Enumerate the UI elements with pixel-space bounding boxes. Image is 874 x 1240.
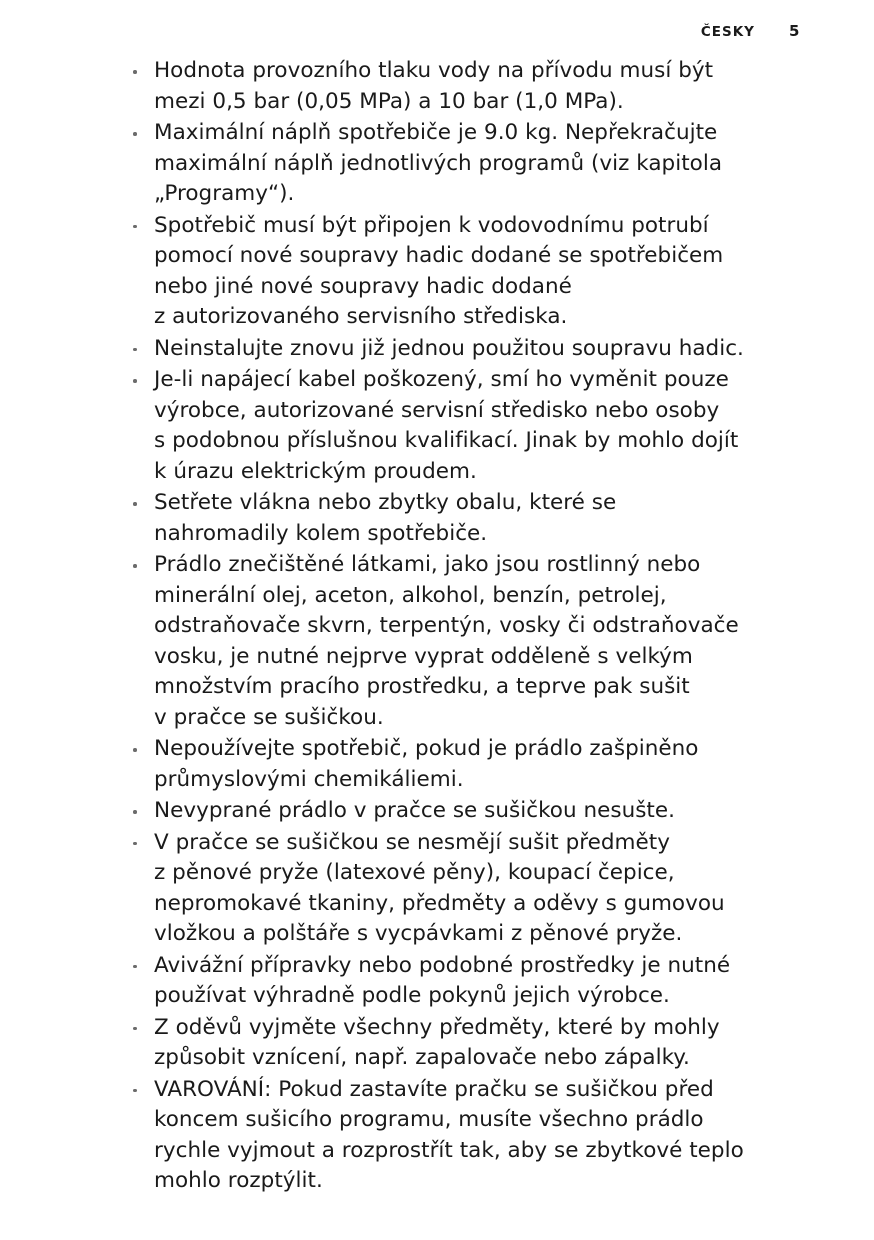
list-item-line: minerální olej, aceton, alkohol, benzín, petrolej, (154, 582, 667, 608)
list-item (128, 550, 828, 733)
list-item-line: nebo jiné nové soupravy hadic dodané (154, 273, 572, 299)
list-item (128, 828, 828, 950)
list-item-line: z pěnové pryže (latexové pěny), koupací čepice, (154, 860, 675, 885)
list-item (128, 365, 828, 487)
list-item (128, 488, 828, 549)
list-item-line: používat výhradně podle pokynů jejich výrobce. (154, 983, 670, 1008)
list-item-line: rychle vyjmout a rozprostřít tak, aby se zbytkové teplo (154, 1137, 744, 1163)
list-item (128, 796, 828, 827)
list-item-line: k úrazu elektrickým proudem. (154, 458, 477, 484)
list-item-line: výrobce, autorizované servisní středisko nebo osoby (154, 397, 720, 423)
list-item-line: množstvím pracího prostředku, a teprve pak sušit (154, 674, 690, 699)
list-item-line: průmyslovými chemikáliemi. (154, 766, 464, 792)
list-item-line: Setřete vlákna nebo zbytky obalu, které se (154, 490, 617, 515)
list-item (128, 1013, 828, 1074)
list-item-line: s podobnou příslušnou kvalifikací. Jinak by mohlo dojít (154, 428, 739, 453)
list-item-line: odstraňovače skvrn, terpentýn, vosky či odstraňovače (154, 613, 739, 638)
safety-instructions-body (128, 56, 828, 1198)
list-item-line: pomocí nové soupravy hadic dodané se spotřebičem (154, 243, 724, 268)
list-item-line: Hodnota provozního tlaku vody na přívodu musí být (154, 58, 714, 83)
list-item-line: Je-li napájecí kabel poškozený, smí ho vyměnit pouze (154, 367, 729, 392)
list-item-line: mezi 0,5 bar (0,05 MPa) a 10 bar (1,0 MPa). (154, 88, 624, 114)
list-item (128, 951, 828, 1012)
list-item (128, 334, 828, 365)
safety-bullet-list (128, 56, 828, 1197)
list-item-line: Nepoužívejte spotřebič, pokud je prádlo zašpiněno (154, 736, 699, 761)
list-item-line: VAROVÁNÍ: Pokud zastavíte pračku se sušičkou před (154, 1076, 714, 1102)
list-item (128, 1075, 828, 1197)
list-item (128, 118, 828, 210)
list-item-line: Spotřebič musí být připojen k vodovodnímu potrubí (154, 212, 709, 238)
list-item-line: mohlo rozptýlit. (154, 1168, 323, 1193)
list-item-line: Z oděvů vyjměte všechny předměty, které by mohly (154, 1014, 720, 1040)
language-label: ČESKY (700, 24, 755, 40)
list-item-line: Nevyprané prádlo v pračce se sušičkou nesušte. (154, 798, 675, 823)
page-header (701, 22, 800, 40)
list-item-line: maximální náplň jednotlivých programů (viz kapitola (154, 150, 723, 176)
list-item-line: V pračce se sušičkou se nesmějí sušit předměty (154, 829, 670, 855)
list-item-line: vosku, je nutné nejprve vyprat odděleně s velkým (154, 643, 693, 669)
list-item-line: Prádlo znečištěné látkami, jako jsou rostlinný nebo (154, 552, 701, 577)
list-item-line: z autorizovaného servisního střediska. (154, 304, 568, 329)
list-item-line: Neinstalujte znovu již jednou použitou soupravu hadic. (154, 335, 744, 361)
list-item-line: Maximální náplň spotřebiče je 9.0 kg. Nepřekračujte (154, 120, 718, 145)
list-item (128, 56, 828, 117)
list-item-line: Avivážní přípravky nebo podobné prostředky je nutné (154, 952, 731, 978)
list-item-line: nepromokavé tkaniny, předměty a oděvy s gumovou (154, 890, 725, 916)
list-item-line: koncem sušicího programu, musíte všechno prádlo (154, 1107, 704, 1132)
page-number: 5 (788, 22, 800, 40)
list-item (128, 211, 828, 333)
list-item-line: způsobit vznícení, např. zapalovače nebo zápalky. (154, 1045, 690, 1070)
list-item-line: „Programy“). (154, 181, 295, 206)
list-item-line: v pračce se sušičkou. (154, 704, 384, 730)
list-item (128, 734, 828, 795)
list-item-line: nahromadily kolem spotřebiče. (154, 520, 488, 546)
list-item-line: vložkou a polštáře s vycpávkami z pěnové pryže. (154, 921, 683, 946)
